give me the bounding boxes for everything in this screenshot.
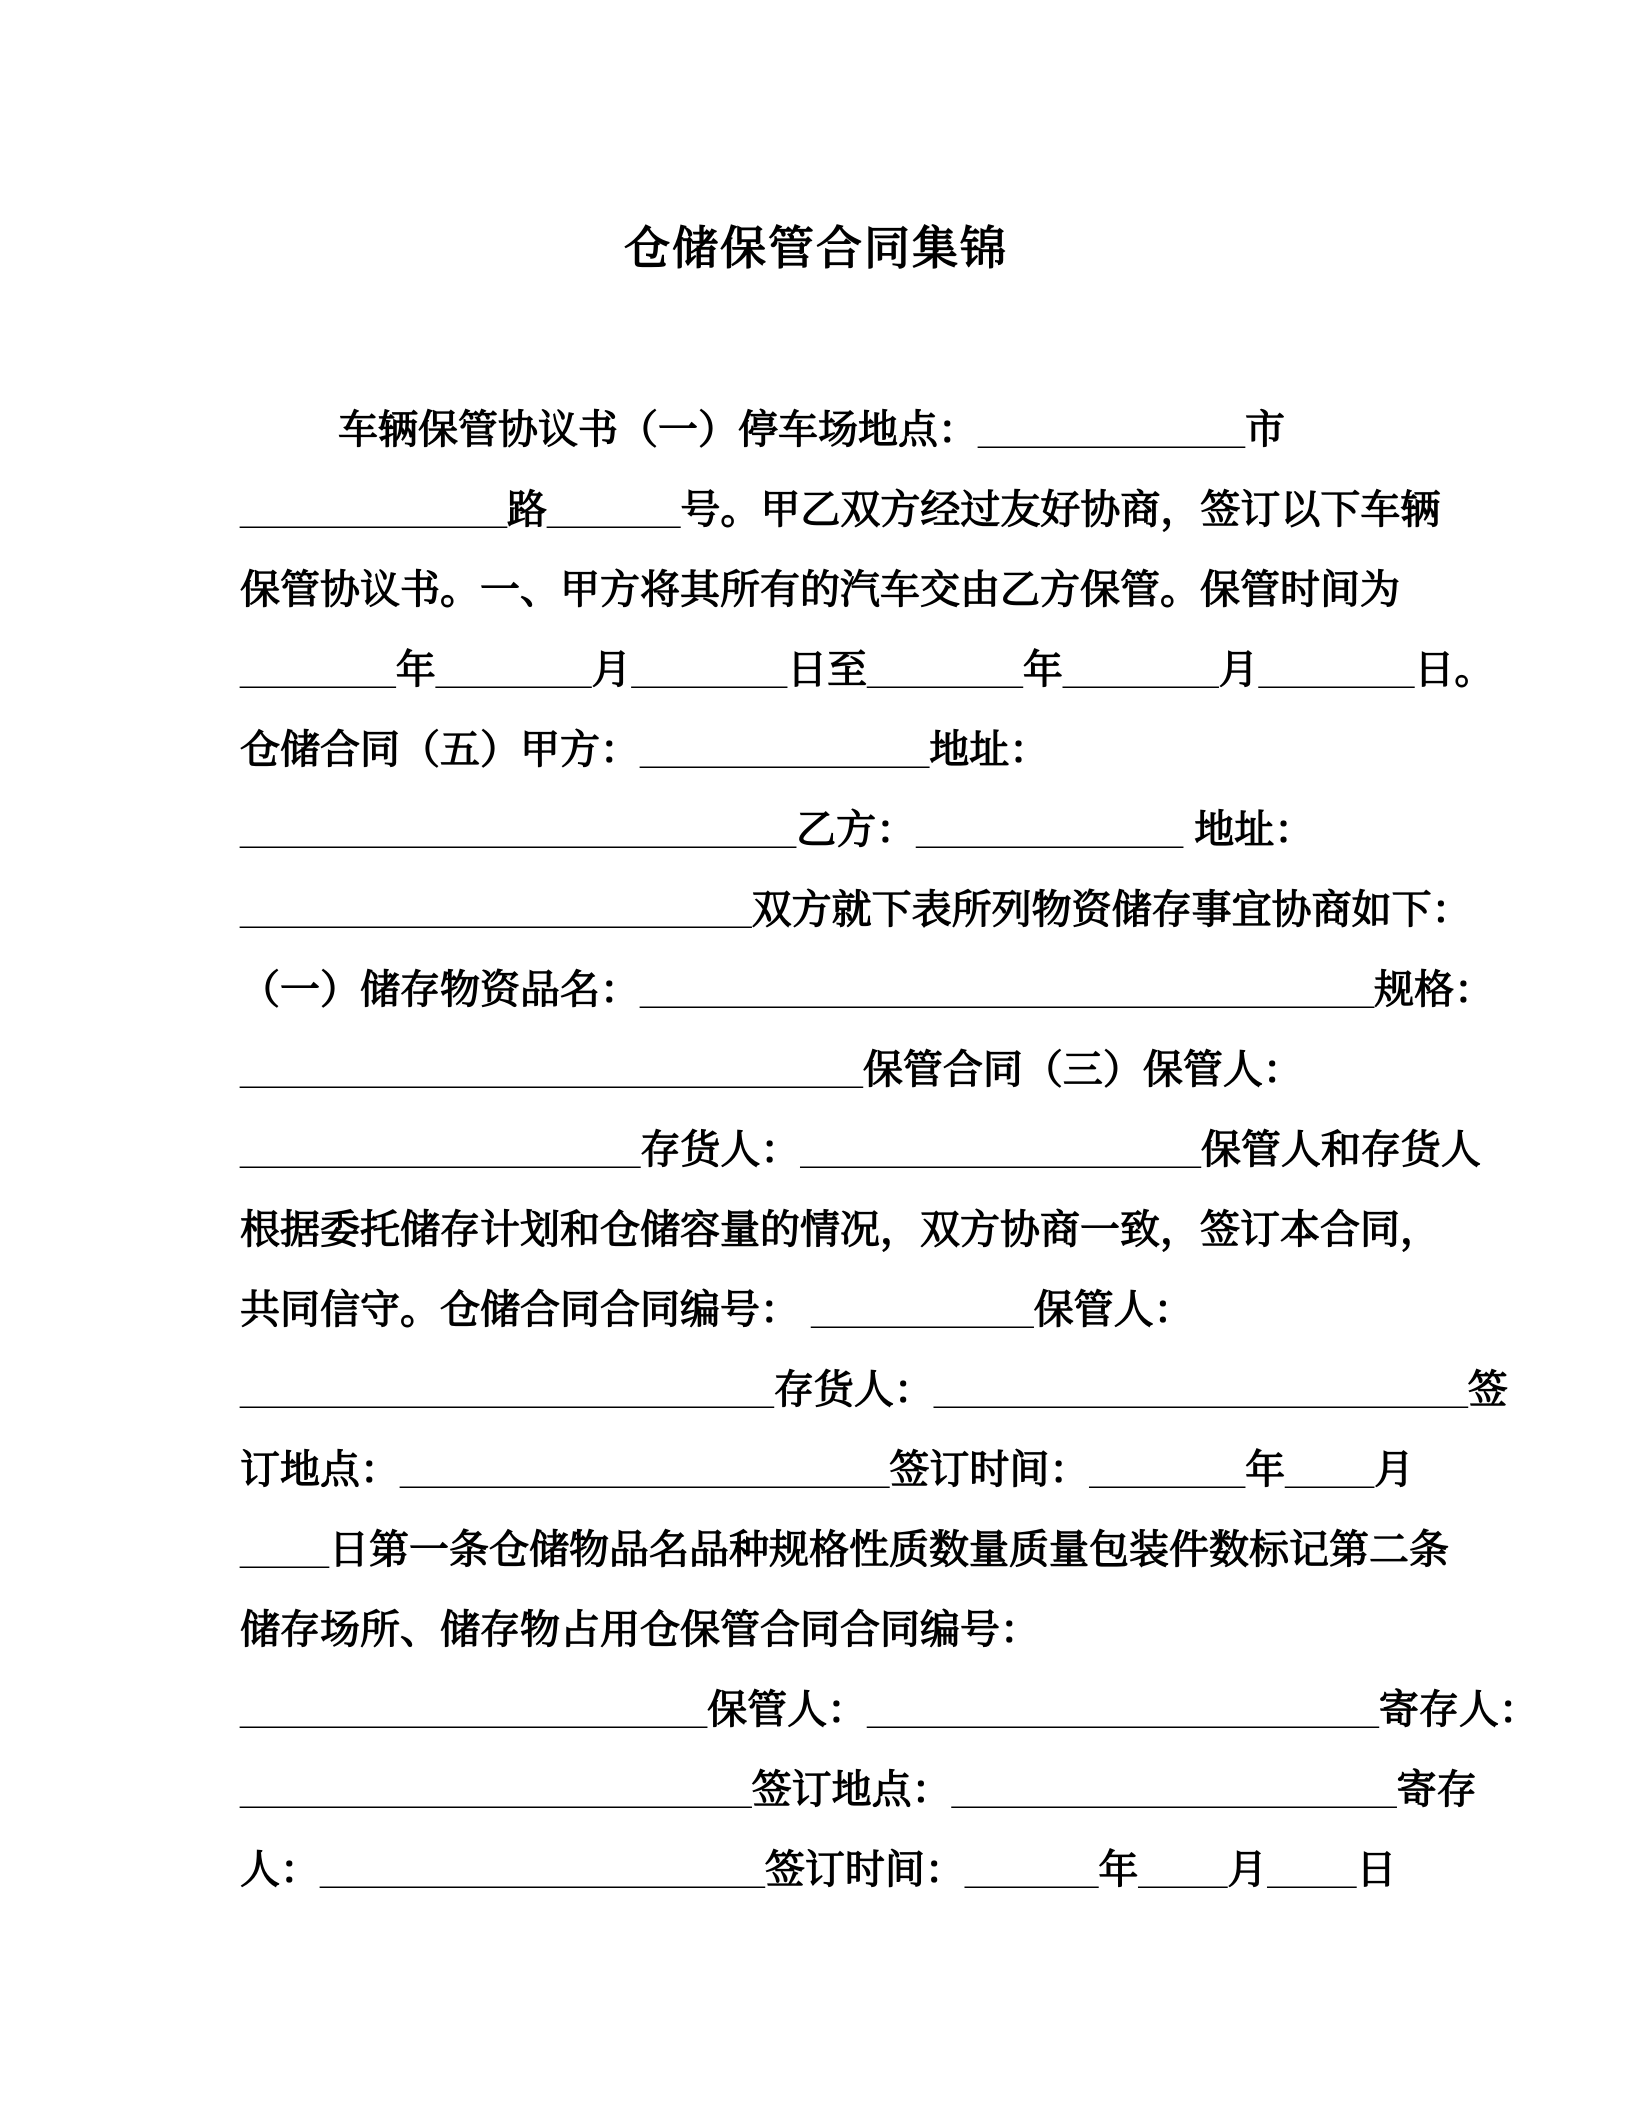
contract-line: ____________路______号。甲乙双方经过友好协商，签订以下车辆: [240, 488, 1441, 532]
contract-line: 保管协议书。一、甲方将其所有的汽车交由乙方保管。保管时间为: [240, 568, 1400, 612]
contract-body: [240, 390, 1539, 1910]
contract-line: _______年_______月_______日至_______年_______月_______日。: [240, 648, 1495, 692]
contract-line: __________________存货人：__________________保管人和存货人: [240, 1128, 1481, 1172]
contract-line: _____________________保管人：_______________________寄存人：: [240, 1688, 1539, 1732]
contract-line: _________________________乙方：____________ 地址：: [240, 808, 1315, 852]
contract-line: 储存场所、储存物占用仓保管合同合同编号：: [240, 1608, 1040, 1652]
page-title: 仓储保管合同集锦: [624, 222, 1008, 274]
contract-line: _______________________双方就下表所列物资储存事宜协商如下：: [240, 888, 1472, 932]
contract-line: 仓储合同（五）甲方：_____________地址：: [240, 728, 1050, 772]
contract-line: ________________________存货人：________________________签: [240, 1368, 1508, 1412]
contract-line: _______________________签订地点：____________________寄存: [240, 1768, 1477, 1812]
contract-line: （一）储存物资品名：_________________________________规格：: [240, 968, 1495, 1012]
contract-line: 共同信守。仓储合同合同编号： __________保管人：: [240, 1288, 1194, 1332]
contract-line: 订地点：______________________签订时间：_______年____月: [240, 1448, 1415, 1492]
contract-line: 根据委托储存计划和仓储容量的情况，双方协商一致，签订本合同，: [240, 1208, 1440, 1252]
contract-line: 人：____________________签订时间：______年____月____日: [240, 1848, 1397, 1892]
contract-line: ____________________________保管合同（三）保管人：: [240, 1048, 1303, 1092]
contract-line: 车辆保管协议书（一）停车场地点：____________市: [338, 408, 1285, 452]
contract-line: ____日第一条仓储物品名品种规格性质数量质量包装件数标记第二条: [240, 1528, 1449, 1572]
